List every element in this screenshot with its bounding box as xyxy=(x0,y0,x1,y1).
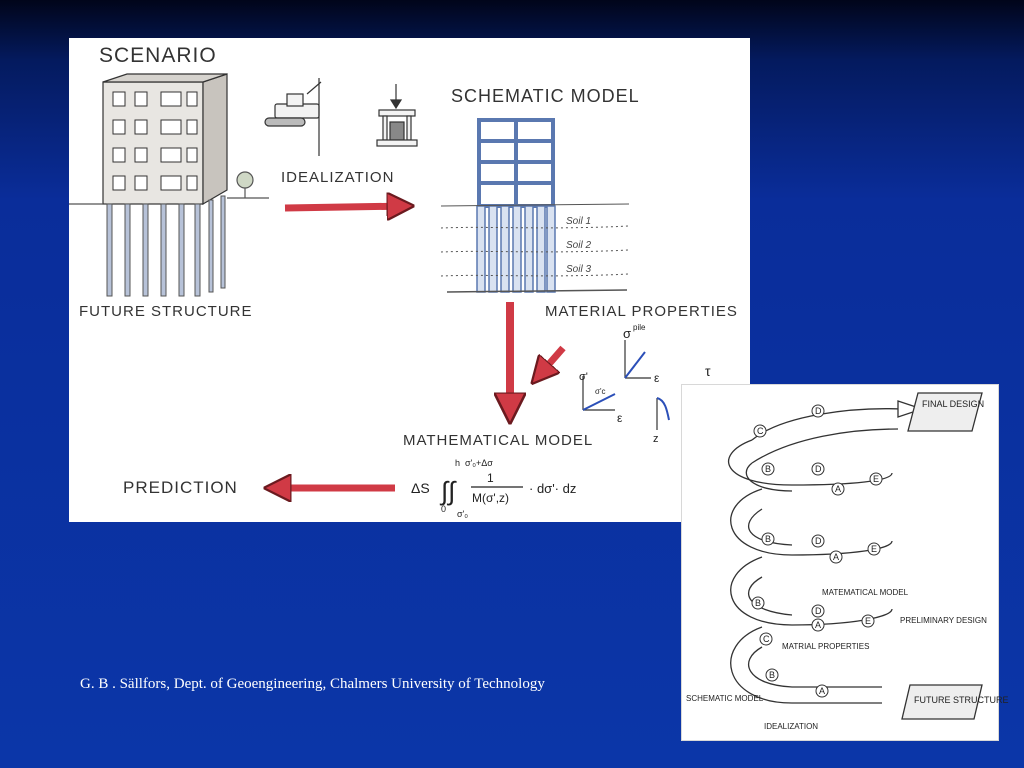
epsilon-symbol-upper: ε xyxy=(654,371,660,385)
svg-text:B: B xyxy=(755,598,762,608)
constitutive-graphs xyxy=(583,340,669,430)
formula-lhs: ΔS xyxy=(411,480,430,496)
step-marker-a2 xyxy=(830,551,842,563)
svg-text:A: A xyxy=(819,686,826,696)
formula-denominator: M(σ',z) xyxy=(472,491,510,505)
material-properties-label: MATERIAL PROPERTIES xyxy=(545,303,738,320)
svg-text:E: E xyxy=(865,616,872,626)
step-marker-d3 xyxy=(812,535,824,547)
formula-tail: · dσ'· dz xyxy=(529,481,577,496)
step-marker-b1 xyxy=(762,463,774,475)
step-marker-a3 xyxy=(812,619,824,631)
schematic-frame xyxy=(479,120,553,206)
tau-symbol: τ xyxy=(705,363,711,379)
preliminary-design-label: PRELIMINARY DESIGN xyxy=(900,616,987,625)
material-to-math-arrow xyxy=(535,348,563,380)
future-structure-label: FUTURE STRUCTURE xyxy=(79,303,253,320)
svg-text:D: D xyxy=(815,464,822,474)
svg-text:D: D xyxy=(815,536,822,546)
step-marker-e1 xyxy=(870,473,882,485)
matrial-properties-label: MATRIAL PROPERTIES xyxy=(782,642,870,651)
spiral-band xyxy=(729,409,912,703)
step-marker-e2 xyxy=(868,543,880,555)
svg-text:A: A xyxy=(815,620,822,630)
z-symbol: z xyxy=(653,433,659,445)
spiral-idealization-label: IDEALIZATION xyxy=(764,722,819,731)
design-spiral-panel xyxy=(681,384,1009,741)
schematic-piles xyxy=(477,206,555,292)
soil-3-label: Soil 3 xyxy=(566,264,592,275)
pile-superscript: pile xyxy=(633,323,646,332)
step-marker-e3 xyxy=(862,615,874,627)
building-sketch xyxy=(69,74,269,296)
final-design-label: FINAL DESIGN xyxy=(922,399,985,409)
step-marker-d2 xyxy=(812,463,824,475)
caption-credit: G. B . Sällfors, Dept. of Geoengineering, Chalmers University of Technology xyxy=(80,676,545,692)
epsilon-symbol-lower: ε xyxy=(617,411,623,425)
future-structure-box xyxy=(902,685,1009,719)
matematical-model-label: MATEMATICAL MODEL xyxy=(822,588,909,597)
step-marker-c2 xyxy=(760,633,772,645)
formula-numerator: 1 xyxy=(487,471,494,485)
mathematical-model-label: MATHEMATICAL MODEL xyxy=(403,432,594,449)
design-spiral-diagram xyxy=(682,385,1009,740)
spiral-schematic-model-label: SCHEMATIC MODEL xyxy=(686,694,764,703)
svg-text:C: C xyxy=(757,426,764,436)
idealization-arrow xyxy=(285,206,409,208)
sigma-prime-symbol: σ' xyxy=(579,371,588,383)
step-marker-d1 xyxy=(812,405,824,417)
svg-text:E: E xyxy=(871,544,878,554)
svg-text:B: B xyxy=(765,534,772,544)
spiral-future-structure-label: FUTURE STRUCTURE xyxy=(914,695,1009,705)
modelling-process-diagram xyxy=(69,38,750,522)
svg-text:B: B xyxy=(765,464,772,474)
soil-1-label: Soil 1 xyxy=(566,216,592,227)
sigma-c-symbol: σ'c xyxy=(595,387,606,396)
svg-text:A: A xyxy=(835,484,842,494)
step-marker-b3 xyxy=(752,597,764,609)
svg-text:B: B xyxy=(769,670,776,680)
idealization-label: IDEALIZATION xyxy=(281,169,395,186)
step-marker-a1 xyxy=(832,483,844,495)
double-integral-sign: ∫∫ xyxy=(441,476,456,506)
diagram-panel xyxy=(69,38,750,522)
step-marker-b4 xyxy=(766,669,778,681)
svg-text:D: D xyxy=(815,406,822,416)
pile-driver-sketch xyxy=(265,78,321,156)
svg-text:C: C xyxy=(763,634,770,644)
soil-layers xyxy=(441,204,629,292)
formula-upper-z: h xyxy=(455,458,461,468)
sigma-pile-symbol: σ xyxy=(623,326,632,341)
step-marker-a4 xyxy=(816,685,828,697)
final-design-box xyxy=(908,393,984,431)
step-marker-c1 xyxy=(754,425,766,437)
schematic-model-label: SCHEMATIC MODEL xyxy=(451,86,640,106)
step-marker-d4 xyxy=(812,605,824,617)
svg-text:E: E xyxy=(873,474,880,484)
load-test-sketch xyxy=(377,84,417,146)
soil-2-label: Soil 2 xyxy=(566,240,592,251)
svg-text:D: D xyxy=(815,606,822,616)
scenario-label: SCENARIO xyxy=(99,44,217,67)
formula-upper-sigma: σ'₀+Δσ xyxy=(465,458,493,468)
prediction-label: PREDICTION xyxy=(123,478,238,497)
formula-lower-z: 0 xyxy=(441,504,447,514)
formula-lower-sigma: σ'₀ xyxy=(457,509,469,519)
svg-text:A: A xyxy=(833,552,840,562)
step-marker-b2 xyxy=(762,533,774,545)
settlement-formula xyxy=(411,458,576,519)
